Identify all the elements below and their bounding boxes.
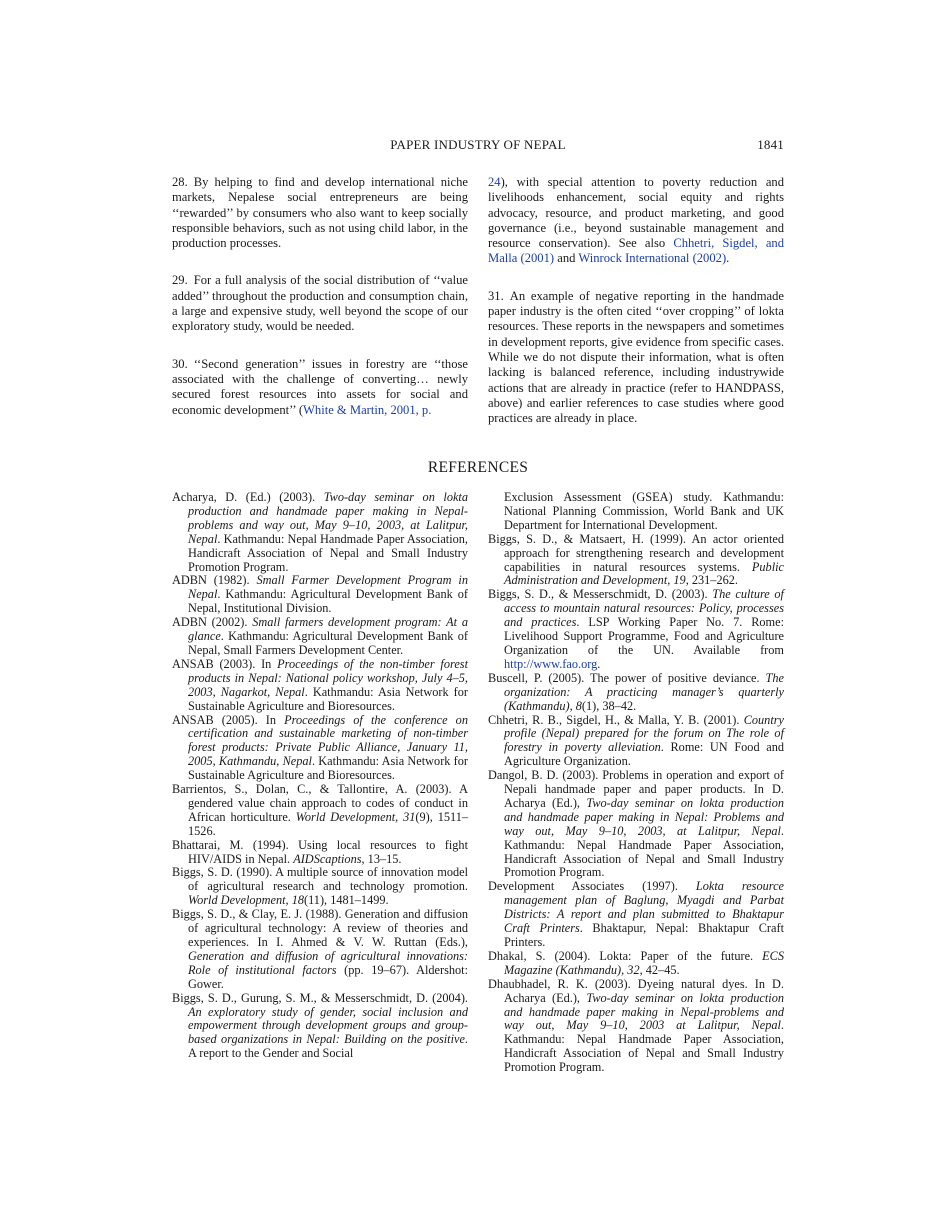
endnote (172, 273, 468, 334)
endnote (172, 175, 468, 251)
running-title: PAPER INDUSTRY OF NEPAL (390, 137, 566, 152)
reference-entry: Development Associates (1997). Lokta resource management plan of Baglung, Myagdi and Parbat Districts: A report and plan submitted to Bhaktapur Craft Printers. Bhaktapur, Nepal: Bhaktapur Craft Printers. (488, 879, 784, 949)
reference-entry: Chhetri, R. B., Sigdel, H., & Malla, Y. B. (2001). Country profile (Nepal) prepared for the forum on The role of forestry in poverty alleviation. Rome: UN Food and Agriculture Organization. (488, 712, 784, 769)
reference-entry: Acharya, D. (Ed.) (2003). Two-day seminar on lokta production and handmade paper making in Nepal-problems and way out, May 9–10, 2003, at Lalitpur, Nepal. Kathmandu: Nepal Handmade Paper Association, Handicraft Association of Nepal and Small Industry Promotion Program. (172, 490, 468, 574)
references-left-column (172, 491, 468, 1071)
endnote-text: For a full analysis of the social distribution of ‘‘value added’’ throughout the production and consumption chain, a large and expensive study, well beyond the scope of our exploratory study, would be needed. (172, 273, 468, 334)
endnote (172, 357, 468, 418)
page-number: 1841 (757, 137, 784, 152)
reference-entry: Biggs, S. D., & Matsaert, H. (1999). An actor oriented approach for strengthening research and development capabilities in natural resources systems. Public Administration and Development, 19, 231–262. (488, 531, 784, 588)
endnote-text: ‘‘Second generation’’ issues in forestry are ‘‘those associated with the challenge of converting… newly secured forest resources into assets for social and economic development’’ ( (172, 356, 468, 417)
endnote-text: By helping to find and develop international niche markets, Nepalese social entrepreneurs are being ‘‘rewarded’’ by consumers who also want to keep socially responsible behaviors, such as not using child labor, in the production processes. (172, 175, 468, 251)
running-header (172, 137, 784, 155)
endnote-number: 28. (172, 175, 188, 189)
reference-entry: Buscell, P. (2005). The power of positive deviance. The organization: A practicing manager’s quarterly (Kathmandu), 8(1), 38–42. (488, 670, 784, 713)
endnote-number: 31. (488, 288, 504, 303)
references-list (172, 490, 784, 1075)
endnote-text: and (554, 251, 579, 266)
endnote-text: . (726, 251, 730, 266)
endnote (488, 289, 784, 427)
endnote-number: 30. (172, 356, 188, 371)
reference-entry: Biggs, S. D., Gurung, S. M., & Messerschmidt, D. (2004). An exploratory study of gender, social inclusion and empowerment through development groups and group-based organizations in Nepal: Building on the positive. A report to the Gender and Social (172, 990, 468, 1061)
citation-link[interactable]: Winrock International (2002) (578, 251, 727, 266)
reference-entry: ANSAB (2003). In Proceedings of the non-timber forest products in Nepal: National policy workshop, July 4–5, 2003, Nagarkot, Nepal. Kathmandu: Asia Network for Sustainable Agriculture and Bioresources. (172, 656, 468, 713)
reference-entry: Biggs, S. D., & Clay, E. J. (1988). Generation and diffusion of agricultural technology: A review of theories and experiences. In I. Ahmed & V. W. Ruttan (Eds.), Generation and diffusion of agricultural innovations: Role of institutional factors (pp. 19–67). Aldershot: Gower. (172, 907, 468, 991)
endnote-text: An example of negative reporting in the handmade paper industry is the often cited ‘‘over cropping’’ of lokta resources. These reports in the newspapers and sometimes in development reports, give evidence from specific cases. While we do not dispute their information, what is often lacking is balanced reference, including industrywide actions that are already in practice (refer to HANDPASS, above) and earlier references to case studies where good practices are already in place. (488, 288, 784, 426)
reference-entry: Dhakal, S. (2004). Lokta: Paper of the future. ECS Magazine (Kathmandu), 32, 42–45. (488, 948, 784, 977)
citation-link[interactable]: 24 (488, 175, 501, 189)
reference-entry: ADBN (1982). Small Farmer Development Program in Nepal. Kathmandu: Agricultural Development Bank of Nepal, Institutional Division. (172, 573, 468, 616)
endnotes-right-column (488, 175, 784, 435)
references-right-column (488, 490, 784, 1075)
endnote-text: ), with special attention to poverty reduction and livelihoods enhancement, social equity and rights advocacy, resource, and product marketing, and good governance (i.e., beyond sustainable management and resource conservation). See also (488, 175, 784, 251)
reference-continuation: Exclusion Assessment (GSEA) study. Kathmandu: National Planning Commission, World Bank and UK Department for International Development. (504, 490, 784, 532)
reference-entry: ADBN (2002). Small farmers development program: At a glance. Kathmandu: Agricultural Development Bank of Nepal, Small Farmers Development Center. (172, 615, 468, 657)
references-heading: REFERENCES (427, 459, 529, 476)
endnote-number: 29. (172, 273, 188, 288)
reference-entry: Bhattarai, M. (1994). Using local resources to fight HIV/AIDS in Nepal. AIDScaptions, 13–15. (172, 837, 468, 866)
reference-entry: Barrientos, S., Dolan, C., & Tallontire, A. (2003). A gendered value chain approach to codes of conduct in African horticulture. World Development, 31(9), 1511–1526. (172, 782, 468, 838)
citation-link[interactable]: White & Martin, 2001, p. (303, 402, 432, 417)
reference-entry: Dhaubhadel, R. K. (2003). Dyeing natural dyes. In D. Acharya (Ed.), Two-day seminar on lokta production and handmade paper making in Nepal-problems and way out, May 9–10, 2003 at Lalitpur, Nepal. Kathmandu: Nepal Handmade Paper Association, Handicraft Association of Nepal and Small Industry Promotion Program. (488, 976, 784, 1075)
reference-entry: ANSAB (2005). In Proceedings of the conference on certification and sustainable marketing of non-timber forest products: Private Public Alliance, January 11, 2005, Kathmandu, Nepal. Kathmandu: Asia Network for Sustainable Agriculture and Bioresources. (172, 712, 469, 783)
reference-entry: Biggs, S. D., & Messerschmidt, D. (2003). The culture of access to mountain natural resources: Policy, processes and practices. LSP Working Paper No. 7. Rome: Livelihood Support Programme, Food and Agriculture Organization of the UN. Available from http://www.fao.org. (488, 587, 784, 671)
endnotes (172, 175, 784, 435)
endnotes-left-column (172, 175, 468, 435)
reference-entry: Biggs, S. D. (1990). A multiple source of innovation model of agricultural research and technology promotion. World Development, 18(11), 1481–1499. (172, 865, 468, 908)
endnote-continuation (488, 175, 784, 267)
url-link[interactable]: http://www.fao.org (504, 656, 598, 671)
reference-entry: Dangol, B. D. (2003). Problems in operation and export of Nepali handmade paper and paper products. In D. Acharya (Ed.), Two-day seminar on lokta production and handmade paper making in Nepal: Problems and way out, May 9–10, 2003, at Lalitpur, Nepal. Kathmandu: Nepal Handmade Paper Association, Handicraft Association of Nepal and Small Industry Promotion Program. (488, 768, 784, 880)
citation-link[interactable]: Chhetri, Sigdel, and Malla (2001) (488, 236, 784, 266)
